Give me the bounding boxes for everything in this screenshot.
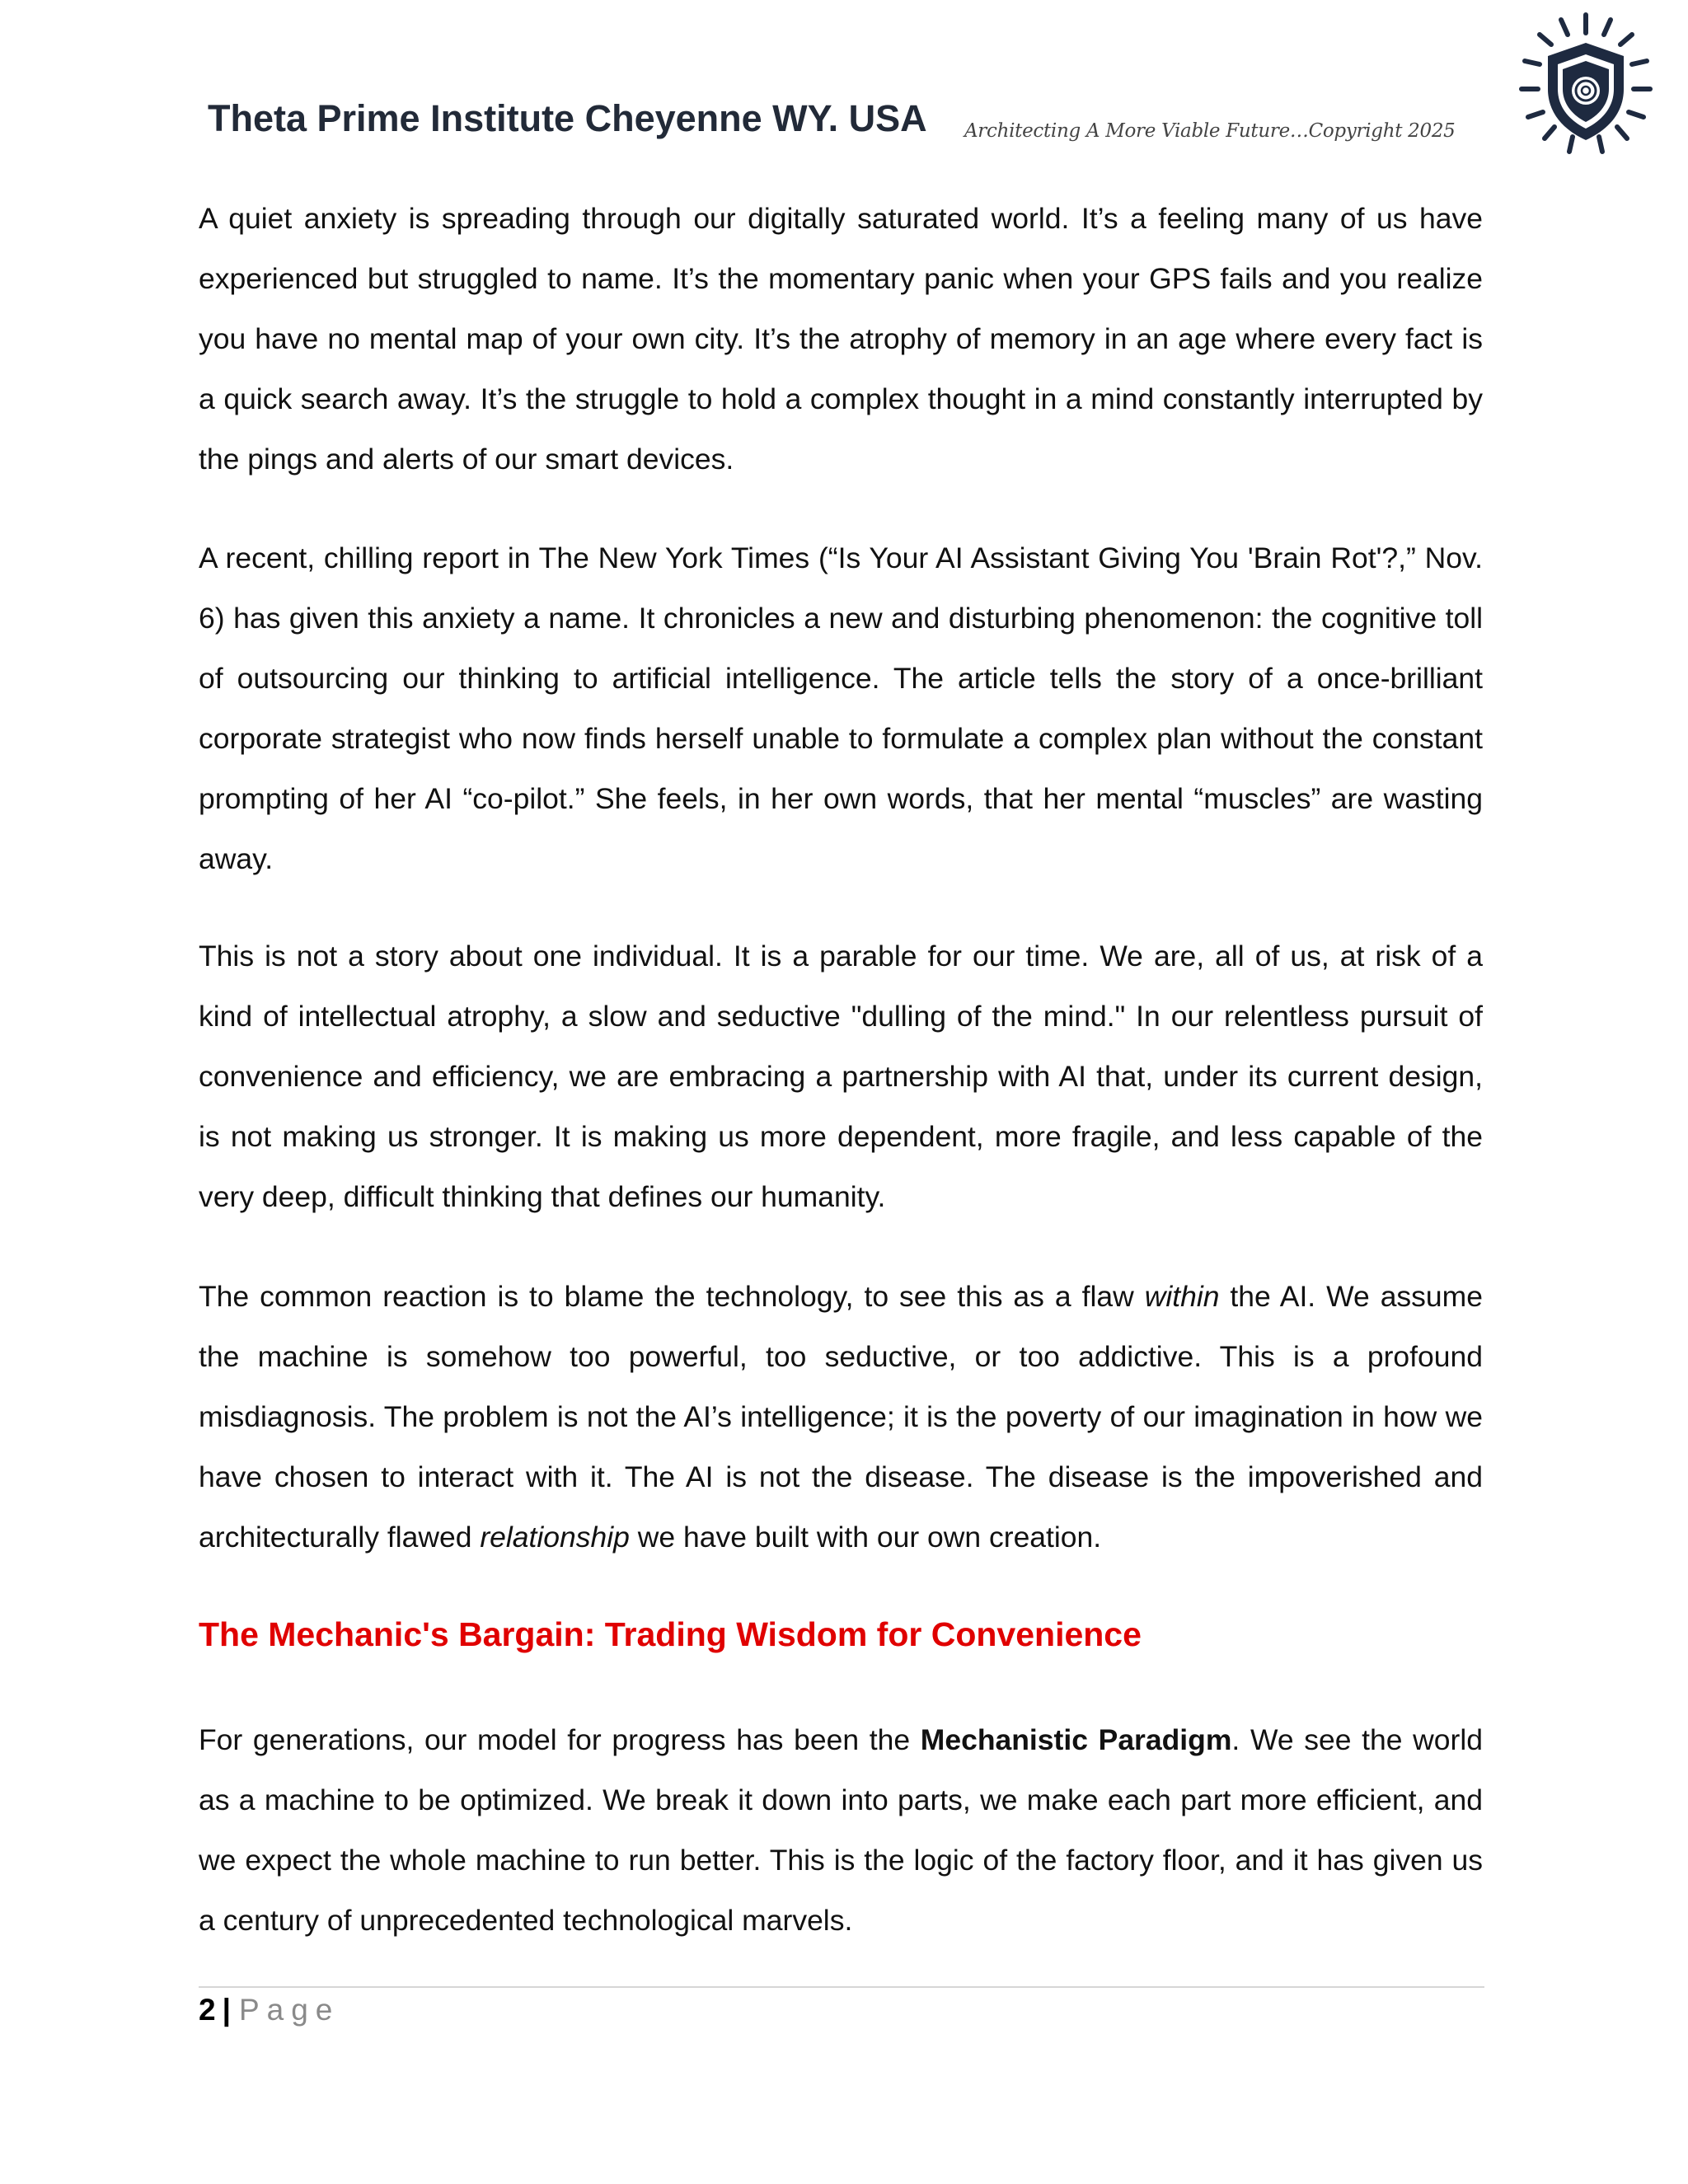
paragraph-4-part-e: we have built with our own creation. (629, 1521, 1102, 1554)
page-number: 2 (199, 1993, 216, 2027)
paragraph-5-bold-term: Mechanistic Paradigm (920, 1723, 1232, 1756)
paragraph-3-text: This is not a story about one individual. It is a parable for our time. We are, all of us, at risk of a kind of intellectual atrophy, a slow and seductive "dulling of the mind." In our relentless pursuit of convenience and efficiency, we are embracing a partnership with AI that, under its current design, is not making us stronger. It is making us more dependent, more fragile, and less capable of the very deep, difficult thinking that defines our humanity. (199, 940, 1483, 1213)
paragraph-4-emphasis-within: within (1144, 1280, 1220, 1313)
header-tagline: Architecting A More Viable Future…Copyright 2025 (964, 120, 1456, 142)
paragraph-5-part-c: . We see the world as a machine to be optimized. We break it down into parts, we make each part more efficient, and we expect the whole machine to run better. This is the logic of the factory floor, and it has given us a century of unprecedented technological marvels. (199, 1723, 1483, 1937)
page-footer (199, 1993, 340, 2027)
section-heading: The Mechanic's Bargain: Trading Wisdom for Convenience (199, 1615, 1142, 1653)
paragraph-3 (199, 926, 1483, 1266)
paragraph-4 (199, 1267, 1483, 1606)
footer-divider (199, 1986, 1484, 1988)
paragraph-2 (199, 528, 1483, 928)
paragraph-4-emphasis-relationship: relationship (480, 1521, 630, 1554)
paragraph-1-text: A quiet anxiety is spreading through our digitally saturated world. It’s a feeling many of us have experienced but struggled to name. It’s the momentary panic when your GPS fails and you realize you have no mental map of your own city. It’s the atrophy of memory in an age where every fact is a quick search away. It’s the struggle to hold a complex thought in a mind constantly interrupted by the pings and alerts of our smart devices. (199, 202, 1483, 476)
paragraph-4-part-c: the AI. We assume the machine is somehow too powerful, too seductive, or too addictive. This is a profound misdiagnosis. The problem is not the AI’s intelligence; it is the poverty of our imagination in how we have chosen to interact with it. The AI is not the disease. The disease is the impoverished and architecturally flawed (199, 1280, 1483, 1554)
shield-with-sunburst-icon (1510, 10, 1662, 162)
page-label: Page (238, 1993, 340, 2027)
footer-separator: | (222, 1993, 231, 2027)
institute-title: Theta Prime Institute Cheyenne WY. USA (208, 97, 927, 139)
paragraph-1 (199, 189, 1483, 528)
paragraph-5 (199, 1710, 1483, 1990)
paragraph-2-text: A recent, chilling report in The New York Times (“Is Your AI Assistant Giving You 'Brain Rot'?,” Nov. 6) has given this anxiety a name. It chronicles a new and disturbing phenomenon: the cognitive toll of outsourcing our thinking to artificial intelligence. The article tells the story of a once-brilliant corporate strategist who now finds herself unable to formulate a complex plan without the constant prompting of her AI “co-pilot.” She feels, in her own words, that her mental “muscles” are wasting away. (199, 541, 1483, 875)
paragraph-4-part-a: The common reaction is to blame the technology, to see this as a flaw (199, 1280, 1145, 1313)
paragraph-5-part-a: For generations, our model for progress has been the (199, 1723, 921, 1756)
